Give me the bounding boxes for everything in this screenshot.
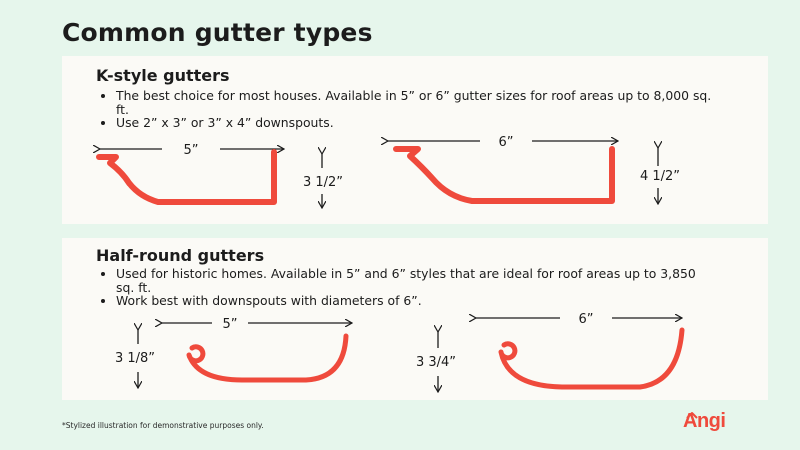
k-style-bullet-1: • The best choice for most houses. Available in 5” or 6” gutter sizes for roof areas up to 8,000 sq. ft. [116,89,716,116]
hr-large-height-label: 3 3/4” [415,355,457,370]
half-round-diagram [62,238,768,400]
k-large-gutter-profile [396,149,612,201]
page-title: Common gutter types [62,18,373,47]
hr-small-width-label: 5” [222,317,238,332]
hr-small-width-arrow [162,317,352,332]
footnote: *Stylized illustration for demonstrative purposes only. [62,421,264,430]
half-round-panel [62,238,768,400]
k-small-gutter-profile [99,152,274,202]
k-small-width-arrow [100,143,284,158]
k-style-diagram [62,56,768,224]
k-large-width-label: 6” [498,135,514,150]
half-round-bullet-1: • Used for historic homes. Available in 5” and 6” styles that are ideal for roof areas up to 3,850 sq. ft. [116,267,716,294]
k-style-bullet-2: • Use 2” x 3” or 3” x 4” downspouts. [116,116,716,130]
k-large-height-label: 4 1/2” [639,169,681,184]
hr-large-width-arrow [476,312,682,327]
k-large-width-arrow [388,135,618,150]
angi-logo-text: Angi [683,410,726,432]
k-style-heading: K-style gutters [96,66,230,85]
k-large-height-arrow [640,148,680,204]
hr-small-gutter-profile [189,336,346,380]
half-round-bullet-2: • Work best with downspouts with diameters of 6”. [116,294,716,308]
hr-large-height-arrow [416,332,456,392]
hr-large-gutter-profile [501,330,682,387]
angi-logo [683,410,739,434]
k-small-height-arrow [303,154,343,208]
hr-small-height-arrow [115,330,155,388]
angi-logo-house-icon [683,410,739,434]
k-small-height-label: 3 1/2” [302,175,344,190]
hr-large-width-label: 6” [578,312,594,327]
hr-small-height-label: 3 1/8” [114,351,156,366]
half-round-heading: Half-round gutters [96,246,265,265]
k-style-panel [62,56,768,224]
k-small-width-label: 5” [183,143,199,158]
